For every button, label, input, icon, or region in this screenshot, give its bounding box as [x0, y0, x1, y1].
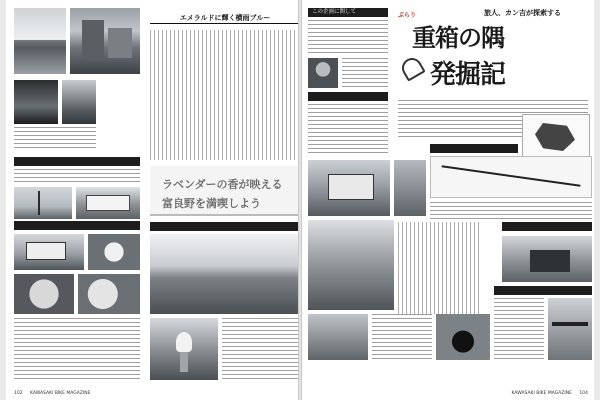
banner-line-1: ラベンダーの香が映える	[162, 178, 283, 191]
photo-rider	[62, 80, 96, 124]
photo-tunnel	[436, 314, 490, 360]
section-header-4	[494, 286, 592, 295]
photo-landscape	[150, 234, 298, 314]
section-text-4	[494, 298, 544, 360]
route-map	[430, 156, 592, 198]
magazine-name-left: KAWASAKI BIKE MAGAZINE	[30, 391, 91, 396]
sidebar-header-2	[14, 221, 140, 230]
photo-shop	[76, 187, 140, 219]
title-prefix: ぶらり	[398, 12, 417, 19]
page-number-left: 102	[14, 391, 23, 396]
column-text	[308, 20, 388, 56]
column-header: この企画に関して	[308, 8, 388, 17]
photo-icecream	[150, 318, 218, 380]
photo-train	[502, 236, 592, 282]
footer-right	[512, 391, 588, 396]
photo-station	[308, 160, 390, 216]
title-sub: 発掘記	[430, 60, 506, 90]
title-main: 重箱の隅	[412, 23, 504, 52]
author-bio	[342, 58, 388, 88]
title-tagline: 旅人、カン吉が探索する	[484, 9, 561, 17]
caption-block	[14, 127, 96, 151]
page-number-right: 104	[579, 391, 588, 396]
left-page	[6, 0, 298, 400]
photo-riverside	[308, 220, 394, 310]
photo-food-2	[14, 274, 74, 314]
photo-restaurant	[14, 234, 84, 270]
title-shovel-icon	[398, 54, 425, 81]
photo-bridge	[548, 298, 592, 360]
photo-label-bottom	[150, 222, 298, 231]
photo-food-1	[88, 234, 140, 270]
sidebar-text-2	[14, 318, 140, 380]
photo-ruins	[308, 314, 368, 360]
right-body-text	[398, 222, 480, 314]
photo-statue	[70, 8, 140, 74]
section-header-3	[502, 222, 592, 231]
article-subtitle: エメラルドに輝く横雨ブルー	[150, 12, 298, 24]
section-banner	[150, 166, 298, 216]
sidebar-header-1	[14, 157, 140, 166]
article-body-text	[150, 30, 298, 160]
sidebar-text-1	[14, 169, 140, 185]
footer-left	[14, 391, 90, 396]
map-hokkaido	[522, 114, 590, 160]
photo-night-sky	[14, 80, 58, 124]
photo-author	[308, 58, 338, 88]
photo-food-3	[78, 274, 140, 314]
magazine-name-right: KAWASAKI BIKE MAGAZINE	[511, 391, 572, 396]
photo-bike-sign	[394, 160, 426, 216]
photo-lake	[14, 8, 66, 74]
banner-line-2: 富良野を満喫しよう	[162, 197, 261, 210]
caption-bottom	[222, 318, 298, 380]
section-text-1	[308, 104, 388, 156]
section-text-2	[430, 202, 592, 220]
ruins-caption	[372, 314, 432, 360]
section-header-2	[430, 144, 518, 153]
right-page	[302, 0, 594, 400]
photo-windmill	[14, 187, 72, 219]
section-header-1	[308, 92, 388, 101]
